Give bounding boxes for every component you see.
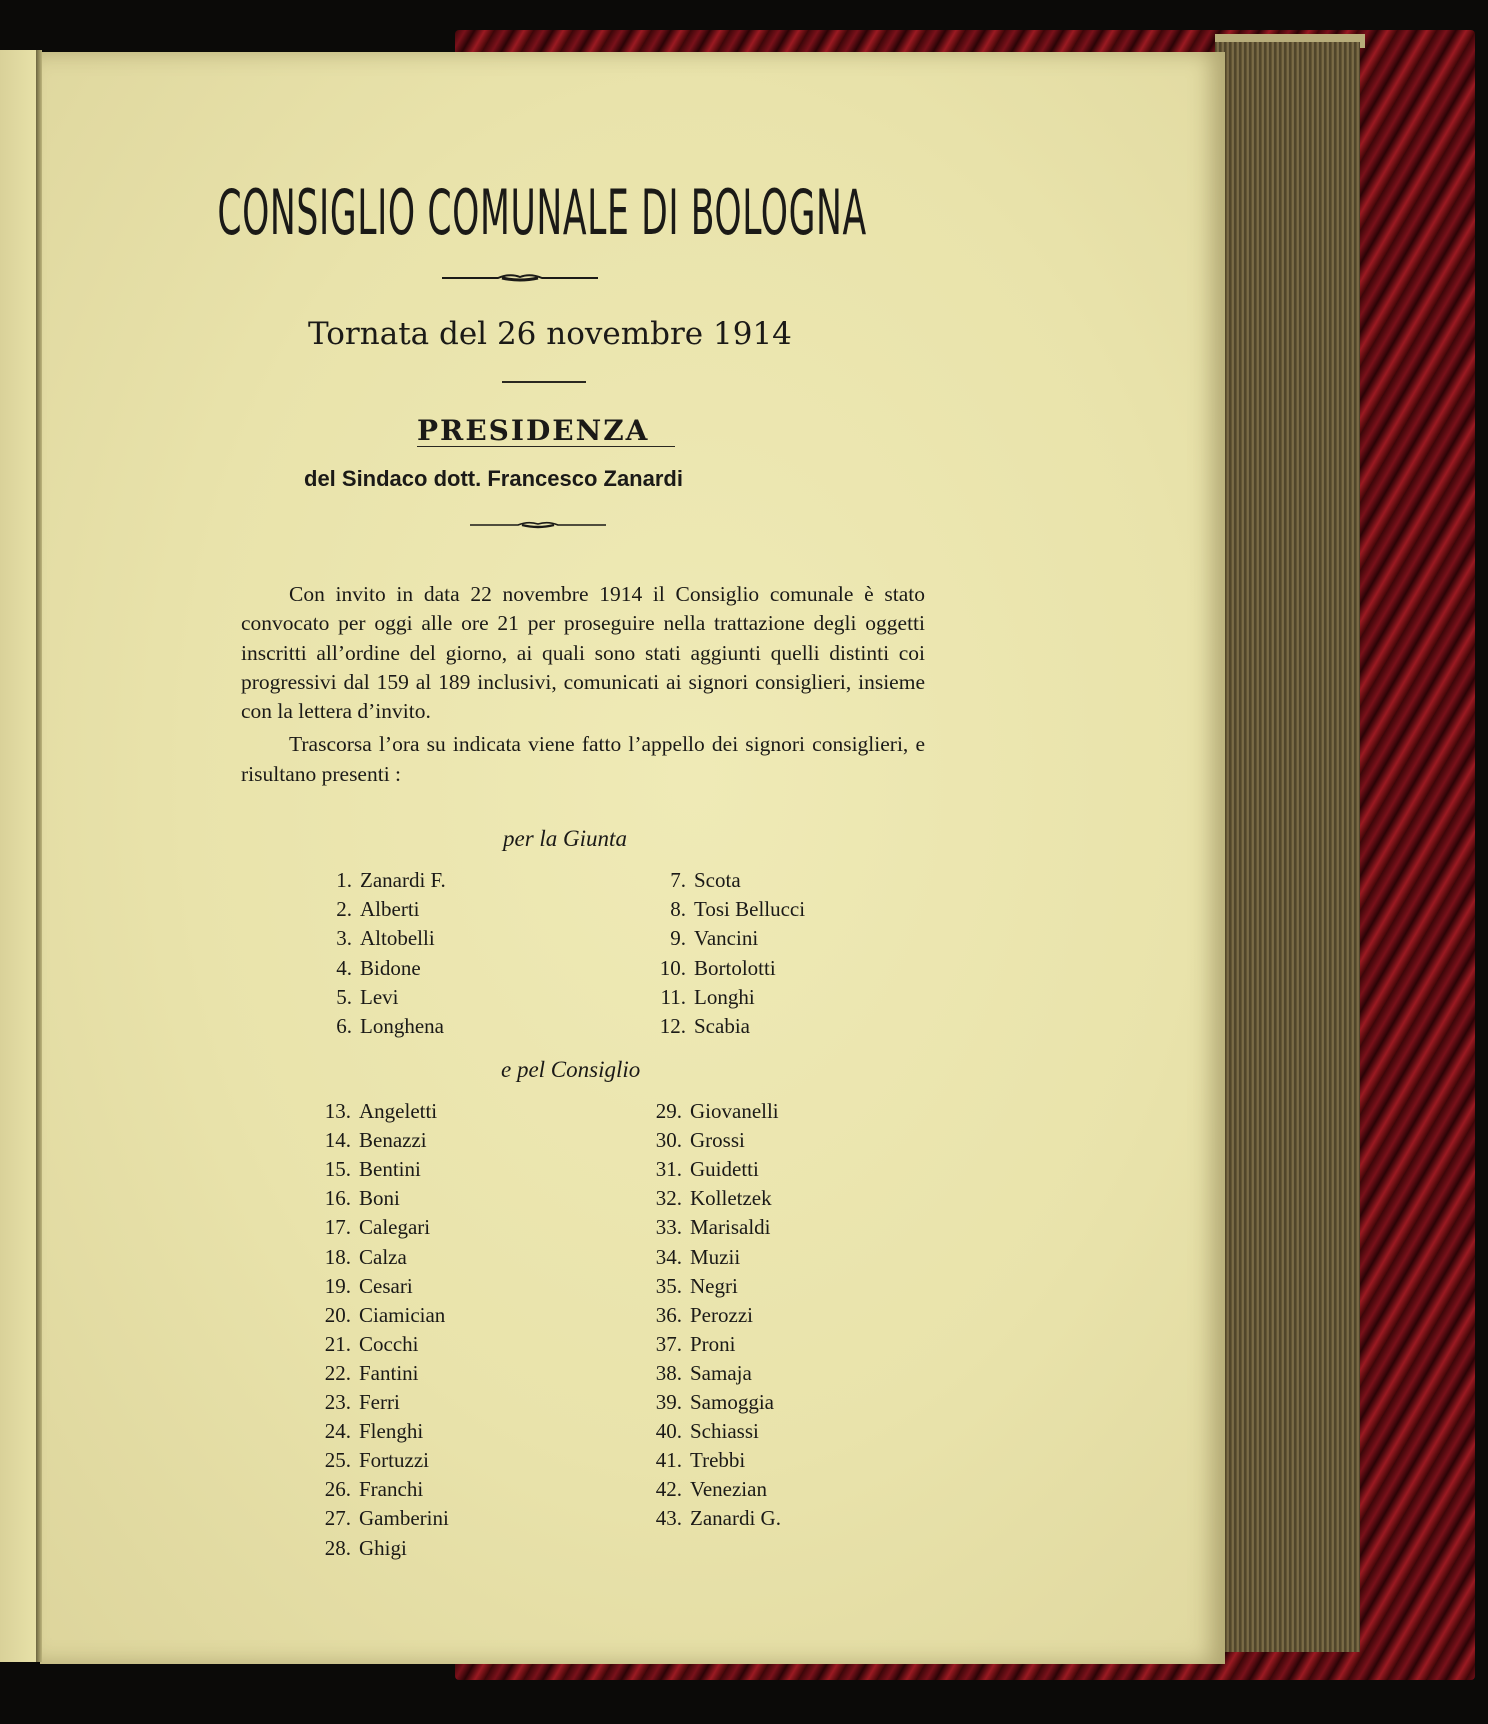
member-number: 29. xyxy=(655,1099,682,1123)
member-name: Proni xyxy=(690,1331,736,1356)
member-number: 18. xyxy=(324,1244,351,1269)
member-name: Altobelli xyxy=(360,926,435,951)
presidency-underline xyxy=(417,446,675,447)
member-entry xyxy=(308,985,398,1010)
member-entry xyxy=(638,1506,781,1531)
member-entry xyxy=(638,1361,752,1386)
member-name: Fantini xyxy=(359,1360,419,1385)
page-title: CONSIGLIO COMUNALE DI BOLOGNA xyxy=(217,176,867,249)
member-entry xyxy=(638,1419,759,1444)
member-number: 3. xyxy=(336,926,352,951)
member-entry xyxy=(307,1536,407,1561)
member-entry xyxy=(308,897,419,922)
member-entry xyxy=(638,1448,745,1473)
member-name: Giovanelli xyxy=(690,1099,779,1123)
member-entry xyxy=(638,1186,772,1211)
member-entry xyxy=(638,1215,770,1240)
member-number: 28. xyxy=(324,1535,351,1560)
member-number: 10. xyxy=(659,955,686,980)
member-entry xyxy=(307,1506,449,1531)
giunta-heading: per la Giunta xyxy=(503,826,627,851)
member-entry xyxy=(638,1245,740,1270)
section-ornament xyxy=(468,520,608,530)
member-entry xyxy=(308,956,421,981)
member-number: 41. xyxy=(655,1448,682,1473)
member-number: 34. xyxy=(655,1244,682,1269)
member-name: Longhi xyxy=(694,984,755,1009)
member-number: 25. xyxy=(324,1448,351,1473)
member-name: Calegari xyxy=(359,1215,431,1240)
member-number: 33. xyxy=(655,1215,682,1240)
member-entry xyxy=(642,897,805,922)
member-name: Trebbi xyxy=(690,1448,746,1473)
member-number: 21. xyxy=(324,1331,351,1356)
member-name: Boni xyxy=(359,1186,400,1211)
member-name: Angeletti xyxy=(359,1099,438,1123)
member-name: Marisaldi xyxy=(690,1215,771,1240)
member-entry xyxy=(638,1128,745,1153)
paragraph-convocation: Con invito in data 22 novembre 1914 il Consiglio comunale è stato convocato per oggi alle ore 21 per proseguire nella trattazione degli oggetti inscritti all’ordine del giorno, ai quali sono stati aggiunti quelli distinti coi progressivi dal 159 al 189 inclusivi, comunicati ai signori consiglieri, insieme con la lettera d’invito. xyxy=(241,582,925,724)
member-entry xyxy=(308,926,435,951)
member-number: 35. xyxy=(655,1273,682,1298)
member-number: 14. xyxy=(324,1128,351,1153)
member-number: 17. xyxy=(324,1215,351,1240)
member-number: 37. xyxy=(655,1331,682,1356)
member-entry xyxy=(307,1186,400,1211)
member-number: 30. xyxy=(655,1128,682,1153)
member-entry xyxy=(307,1477,423,1502)
member-name: Perozzi xyxy=(690,1302,753,1327)
member-name: Gamberini xyxy=(359,1506,449,1531)
member-name: Negri xyxy=(690,1273,738,1298)
member-name: Zanardi G. xyxy=(690,1506,781,1531)
member-entry xyxy=(638,1157,759,1182)
member-name: Scabia xyxy=(694,1014,750,1038)
member-number: 19. xyxy=(324,1273,351,1298)
member-entry xyxy=(307,1099,437,1124)
member-entry xyxy=(638,1099,779,1124)
member-name: Longhena xyxy=(360,1014,444,1038)
member-entry xyxy=(307,1361,419,1386)
member-name: Bortolotti xyxy=(694,955,776,980)
member-number: 8. xyxy=(670,897,686,922)
member-name: Grossi xyxy=(690,1128,745,1153)
member-number: 5. xyxy=(336,984,352,1009)
member-number: 36. xyxy=(655,1302,682,1327)
member-entry xyxy=(307,1303,445,1328)
member-number: 43. xyxy=(655,1506,682,1531)
member-name: Flenghi xyxy=(359,1419,424,1444)
member-entry xyxy=(307,1157,421,1182)
member-name: Cocchi xyxy=(359,1331,419,1356)
member-name: Ciamician xyxy=(359,1302,446,1327)
member-entry xyxy=(642,1014,750,1039)
member-entry xyxy=(638,1303,753,1328)
member-name: Ferri xyxy=(359,1390,400,1414)
member-entry xyxy=(638,1477,767,1502)
member-entry xyxy=(307,1332,418,1357)
member-number: 2. xyxy=(336,897,352,922)
member-entry xyxy=(307,1274,413,1299)
member-number: 11. xyxy=(660,984,686,1009)
member-name: Schiassi xyxy=(690,1419,759,1444)
member-number: 1. xyxy=(336,868,352,892)
member-name: Fortuzzi xyxy=(359,1448,429,1473)
book-gutter xyxy=(36,50,42,1662)
member-number: 24. xyxy=(324,1419,351,1444)
member-number: 15. xyxy=(324,1157,351,1182)
page-block-edge xyxy=(1215,42,1360,1652)
member-number: 22. xyxy=(324,1360,351,1385)
member-number: 27. xyxy=(324,1506,351,1531)
member-name: Venezian xyxy=(690,1477,767,1502)
presided-by: del Sindaco dott. Francesco Zanardi xyxy=(304,466,683,491)
member-name: Bentini xyxy=(359,1157,421,1182)
paragraph-roll-call: Trascorsa l’ora su indicata viene fatto l’appello dei signori consiglieri, e risultano presenti : xyxy=(241,732,925,786)
date-rule xyxy=(502,381,586,383)
member-name: Muzii xyxy=(690,1244,741,1269)
member-number: 12. xyxy=(659,1014,686,1038)
member-number: 38. xyxy=(655,1360,682,1385)
member-entry xyxy=(307,1390,400,1415)
member-entry xyxy=(638,1274,738,1299)
title-ornament xyxy=(440,272,600,284)
member-entry xyxy=(307,1448,429,1473)
member-name: Calza xyxy=(359,1244,407,1269)
member-entry xyxy=(307,1128,427,1153)
member-name: Scota xyxy=(694,868,741,892)
member-number: 23. xyxy=(324,1390,351,1414)
member-entry xyxy=(308,1014,444,1039)
member-entry xyxy=(638,1332,736,1357)
member-entry xyxy=(307,1215,430,1240)
member-entry xyxy=(307,1245,407,1270)
member-number: 20. xyxy=(324,1302,351,1327)
left-page-edge xyxy=(0,50,38,1662)
member-name: Alberti xyxy=(360,897,420,922)
member-entry xyxy=(642,868,741,893)
member-name: Zanardi F. xyxy=(360,868,446,892)
member-name: Tosi Bellucci xyxy=(694,897,806,922)
member-name: Guidetti xyxy=(690,1157,759,1182)
member-number: 7. xyxy=(670,868,686,892)
member-name: Bidone xyxy=(360,955,421,980)
member-name: Levi xyxy=(360,984,399,1009)
member-name: Ghigi xyxy=(359,1535,407,1560)
member-number: 32. xyxy=(655,1186,682,1211)
presidency-heading: PRESIDENZA xyxy=(417,414,650,447)
session-date: Tornata del 26 novembre 1914 xyxy=(308,316,792,352)
member-name: Samaja xyxy=(690,1360,752,1385)
book-page xyxy=(40,52,1225,1664)
member-entry xyxy=(642,926,758,951)
member-entry xyxy=(308,868,446,893)
member-number: 40. xyxy=(655,1419,682,1444)
member-entry xyxy=(642,956,776,981)
member-name: Kolletzek xyxy=(690,1186,772,1211)
member-name: Vancini xyxy=(694,926,759,951)
member-name: Samoggia xyxy=(690,1390,774,1414)
member-number: 26. xyxy=(324,1477,351,1502)
member-number: 9. xyxy=(670,926,686,951)
member-entry xyxy=(642,985,755,1010)
member-name: Franchi xyxy=(359,1477,424,1502)
consiglio-heading: e pel Consiglio xyxy=(501,1057,641,1082)
member-entry xyxy=(638,1390,774,1415)
member-number: 13. xyxy=(324,1099,351,1123)
member-entry xyxy=(307,1419,423,1444)
member-number: 6. xyxy=(336,1014,352,1038)
member-name: Benazzi xyxy=(359,1128,427,1153)
member-number: 16. xyxy=(324,1186,351,1211)
member-number: 4. xyxy=(336,955,352,980)
member-number: 42. xyxy=(655,1477,682,1502)
member-number: 39. xyxy=(655,1390,682,1414)
member-name: Cesari xyxy=(359,1273,413,1298)
member-number: 31. xyxy=(655,1157,682,1182)
body-text xyxy=(241,580,925,789)
